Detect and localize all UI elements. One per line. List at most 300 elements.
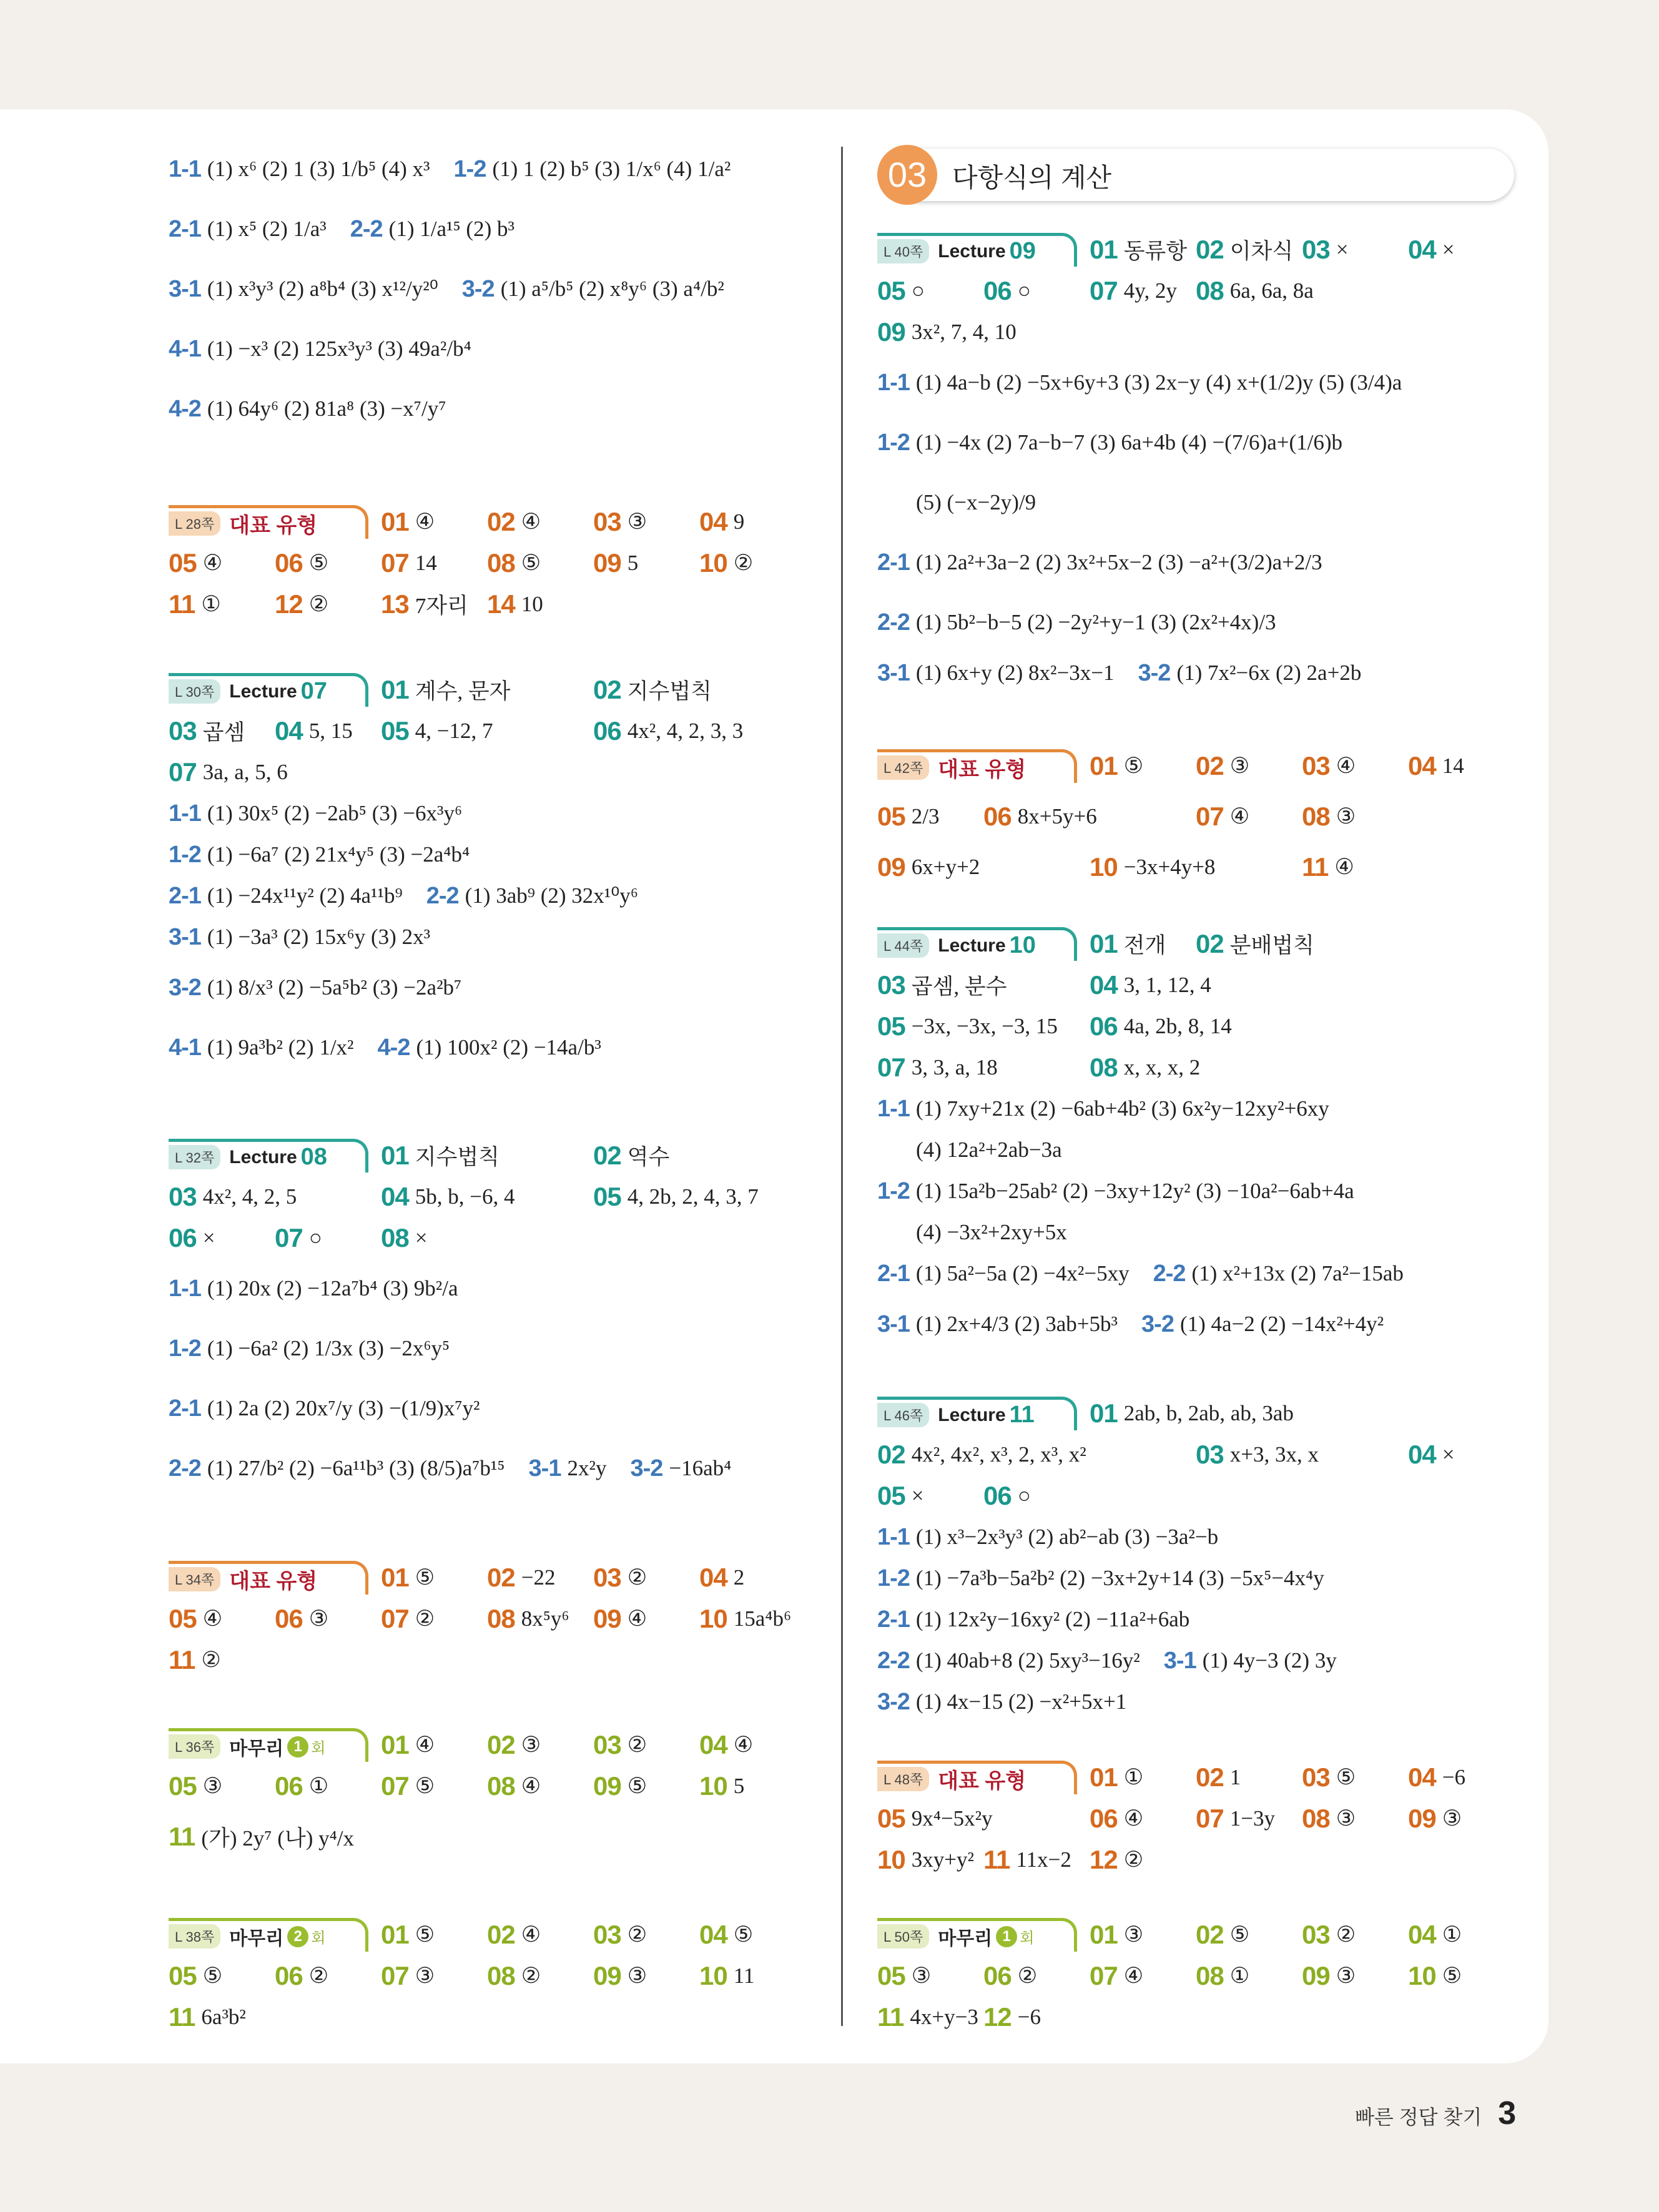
answer-number: 4-1: [169, 335, 201, 362]
problem-answer: [169, 924, 430, 951]
problem-answer: [169, 1035, 354, 1061]
answer-text: ①: [201, 592, 221, 616]
answer-number: 06: [169, 1223, 197, 1252]
answer-row: [169, 1029, 625, 1066]
answer-text: (1) x³−2x³y³ (2) ab²−ab (3) −3a²−b: [915, 1525, 1219, 1549]
problem-answer: [877, 1565, 1324, 1592]
answer-item: [1090, 1804, 1196, 1834]
answer-number: 10: [699, 1961, 727, 1990]
answer-row: [877, 848, 1408, 886]
answer-item: [593, 507, 699, 537]
answer-text: (1) 40ab+8 (2) 5xy³−16y²: [915, 1648, 1140, 1673]
problem-answer: [169, 1276, 458, 1302]
answer-row: [169, 1767, 805, 1805]
answer-row: [877, 544, 1346, 581]
answer-text: ④: [1123, 1806, 1144, 1831]
answer-item: [983, 1481, 1090, 1511]
answer-item: [877, 970, 1090, 1001]
answer-text: (1) 9a³b² (2) 1/x²: [207, 1035, 354, 1059]
answer-number: 04: [1408, 1762, 1436, 1792]
answer-text: ⑤: [733, 1922, 754, 1947]
answer-item: [1090, 1920, 1196, 1950]
answer-text: ×: [1442, 1442, 1455, 1467]
answer-number: 02: [487, 1920, 515, 1949]
answer-number: 07: [381, 1771, 409, 1801]
answer-number: 2-2: [169, 1455, 201, 1482]
answer-number: 07: [275, 1223, 303, 1252]
answer-number: 04: [699, 1730, 727, 1759]
answer-row: [169, 754, 381, 791]
answer-number: 03: [1302, 1920, 1330, 1949]
typical-section-header: [877, 749, 1077, 783]
answer-number: 03: [593, 1563, 621, 1592]
answer-item: [169, 757, 381, 787]
answer-item: [877, 1053, 1090, 1083]
answer-item: [699, 548, 805, 578]
answer-number: 05: [877, 276, 905, 305]
answer-row: [169, 1270, 482, 1307]
problem-answer: [169, 396, 446, 423]
answer-number: 06: [1090, 1011, 1118, 1041]
answer-item: [1196, 1762, 1302, 1792]
answer-row: [877, 1008, 1302, 1045]
section-title: 마무리: [229, 1738, 284, 1759]
problem-answer: [877, 1311, 1118, 1338]
answer-text: (1) 4a−2 (2) −14x²+4y²: [1179, 1312, 1384, 1336]
answer-row: [169, 1178, 805, 1216]
answer-row: [877, 272, 1408, 310]
answer-row: [877, 1131, 1086, 1169]
answer-number: 05: [877, 802, 905, 831]
answer-item: [169, 1223, 275, 1253]
answer-number: 07: [1196, 802, 1224, 831]
problem-answer: [877, 1524, 1218, 1551]
section-number: 09: [1009, 238, 1036, 264]
answer-number: 05: [169, 1961, 197, 1990]
page-badge: L 44쪽: [877, 933, 929, 958]
answer-text: 7자리: [415, 594, 468, 618]
answer-text: ④: [202, 551, 223, 575]
answer-text: ○: [1017, 278, 1031, 303]
answer-row: [877, 1518, 1242, 1556]
answer-text: −6: [1442, 1765, 1465, 1789]
answer-number: 03: [593, 1730, 621, 1759]
answer-number: 1-1: [169, 1275, 201, 1302]
answer-text: 3x², 7, 4, 10: [911, 320, 1017, 344]
answer-number: 05: [381, 716, 409, 745]
answer-number: 1-2: [169, 1335, 201, 1362]
answer-text: ⑤: [415, 1922, 435, 1947]
answer-row: [877, 1049, 1302, 1086]
answer-item: [877, 276, 983, 306]
answer-text: (1) 6x+y (2) 8x²−3x−1: [915, 661, 1115, 685]
problem-answer: [877, 1261, 1130, 1287]
answer-text: (5) (−x−2y)/9: [916, 490, 1036, 514]
answer-number: 05: [877, 1961, 905, 1990]
answer-number: 04: [1090, 970, 1118, 1000]
answer-item: [983, 276, 1090, 306]
answer-item: [1196, 234, 1302, 265]
answer-number: 07: [1090, 276, 1118, 305]
problem-answer: [350, 216, 514, 243]
answer-number: 2-2: [877, 609, 910, 636]
page-badge: L 48쪽: [877, 1767, 929, 1791]
answer-text: 4y, 2y: [1123, 278, 1177, 303]
answer-row: [877, 1642, 1361, 1679]
answer-text: 1: [1229, 1765, 1241, 1789]
answer-number: 12: [1090, 1845, 1118, 1874]
answer-item: [487, 1604, 593, 1634]
problem-answer: [169, 156, 430, 183]
answer-item: [487, 1920, 593, 1950]
answer-text: (1) −x³ (2) 125x³y³ (3) 49a²/b⁴: [207, 337, 471, 361]
answer-number: 01: [1090, 1920, 1118, 1949]
answer-number: 04: [1408, 1440, 1436, 1469]
answer-item: [275, 716, 381, 746]
answer-row: [877, 966, 1302, 1004]
answer-text: 10: [521, 592, 543, 616]
answer-item: [1302, 235, 1408, 265]
answer-item: [1408, 1440, 1514, 1470]
answer-text: 3xy+y²: [911, 1847, 974, 1872]
answer-text: ⑤: [202, 1964, 223, 1988]
answer-item: [487, 1730, 593, 1760]
page-badge: L 30쪽: [169, 679, 220, 704]
answer-text: (1) 3ab⁹ (2) 32x¹⁰y⁶: [465, 883, 638, 908]
answer-text: ④: [733, 1733, 754, 1757]
answer-text: (1) 20x (2) −12a⁷b⁴ (3) 9b²/a: [207, 1276, 458, 1300]
answer-text: ③: [415, 1964, 435, 1988]
answer-item: [1408, 1961, 1514, 1991]
answer-row: [169, 918, 454, 956]
answer-number: 11: [169, 1822, 195, 1851]
section-title: Lecture: [229, 681, 297, 702]
answer-text: (1) x⁵ (2) 1/a³: [207, 217, 327, 241]
answer-number: 10: [877, 1845, 905, 1874]
answer-number: 3-1: [528, 1455, 561, 1482]
answer-text: (1) −3a³ (2) 15x⁶y (3) 2x³: [207, 925, 431, 949]
problem-answer: [1141, 1311, 1384, 1338]
answer-text: x, x, x, 2: [1123, 1055, 1201, 1079]
answer-number: 4-2: [377, 1034, 410, 1061]
answer-text: 4, 2b, 2, 4, 3, 7: [627, 1184, 759, 1209]
answer-text: (1) 100x² (2) −14a/b³: [416, 1035, 601, 1059]
problem-answer: [877, 370, 1402, 396]
answer-row: [877, 1560, 1348, 1597]
answer-text: 5, 15: [308, 719, 353, 743]
page-badge: L 34쪽: [169, 1567, 220, 1591]
answer-item: [1302, 1920, 1408, 1950]
page-badge: L 40쪽: [877, 239, 929, 263]
answer-number: 01: [381, 675, 409, 704]
answer-row: [877, 1214, 1091, 1251]
answer-item: [1302, 1804, 1408, 1834]
page-badge: L 28쪽: [169, 511, 220, 536]
answer-item: [1090, 1011, 1302, 1041]
answer-number: 06: [1090, 1804, 1118, 1833]
answer-item: [1302, 751, 1408, 781]
answer-number: 3-1: [1163, 1647, 1196, 1674]
problem-answer: [877, 609, 1276, 636]
answer-text: (1) 1 (2) b⁵ (3) 1/x⁶ (4) 1/a²: [492, 157, 731, 181]
answer-item: [1408, 751, 1514, 781]
answer-number: 05: [877, 1011, 905, 1041]
answer-number: 14: [487, 589, 515, 619]
answer-row: [169, 1600, 805, 1638]
answer-text: (1) 30x⁵ (2) −2ab⁵ (3) −6x³y⁶: [207, 801, 463, 825]
answer-row: [169, 210, 538, 248]
answer-text: 3, 3, a, 18: [911, 1055, 998, 1079]
answer-text: 4x², 4, 2, 5: [202, 1184, 297, 1209]
page-badge: L 50쪽: [877, 1924, 929, 1949]
answer-number: 2-2: [426, 882, 459, 909]
answer-item: [1090, 751, 1196, 781]
answer-number: 07: [381, 1961, 409, 1990]
answer-number: 1-2: [877, 429, 910, 456]
answer-text: ③: [627, 1964, 647, 1988]
problem-answer: [169, 883, 403, 910]
answer-text: 4a, 2b, 8, 14: [1123, 1014, 1232, 1038]
answer-number: 1-1: [877, 1095, 910, 1122]
answer-text: ②: [415, 1606, 435, 1631]
answer-text: ④: [521, 1922, 541, 1947]
answer-text: ③: [627, 509, 647, 534]
answer-text: 1−3y: [1229, 1806, 1275, 1831]
answer-number: 09: [877, 852, 905, 882]
section-title: 대표 유형: [229, 514, 318, 538]
answer-item: [381, 1730, 487, 1760]
answer-text: ○: [911, 278, 925, 303]
problem-answer: [169, 975, 461, 1001]
answer-number: 08: [1196, 1961, 1224, 1990]
answer-item: [1196, 928, 1408, 960]
answer-text: ④: [521, 509, 541, 534]
answer-item: [593, 716, 805, 746]
answer-number: 04: [699, 507, 727, 536]
answer-number: 05: [877, 1804, 905, 1833]
answer-row: [169, 1916, 805, 1954]
answer-text: ②: [308, 592, 329, 616]
answer-item: [1408, 1762, 1514, 1792]
answer-number: 03: [169, 716, 197, 745]
answer-number: 12: [275, 589, 303, 619]
answer-number: 03: [169, 1182, 197, 1211]
answer-text: (1) 15a²b−25ab² (2) −3xy+12y² (3) −10a²−6ab+4a: [915, 1179, 1354, 1203]
answer-number: 10: [699, 1771, 727, 1801]
answer-text: 15a⁴b⁶: [733, 1606, 792, 1631]
answer-item: [593, 674, 805, 705]
answer-number: 10: [1408, 1961, 1436, 1990]
answer-number: 1-1: [877, 1523, 910, 1550]
answer-number: 3-2: [1138, 659, 1171, 686]
answer-number: 03: [1196, 1440, 1224, 1469]
answer-row: [169, 1559, 805, 1596]
answer-number: 11: [169, 2002, 195, 2032]
answer-text: ③: [1442, 1806, 1462, 1831]
answer-text: ②: [201, 1648, 221, 1672]
answer-text: (가) 2y⁷ (나) y⁴/x: [201, 1826, 355, 1851]
answer-item: [487, 1961, 593, 1991]
answer-row: [169, 390, 470, 428]
answer-row: [877, 798, 1408, 835]
answer-item: [877, 1011, 1090, 1041]
answer-number: 04: [1408, 1920, 1436, 1949]
answer-item: [381, 1961, 487, 1991]
problem-answer: [169, 800, 462, 827]
answer-row: [169, 1957, 805, 1995]
answer-number: 04: [1408, 235, 1436, 264]
answer-text: (4) −3x²+2xy+5x: [916, 1220, 1067, 1244]
answer-number: 11: [169, 589, 195, 619]
page-footer: [1355, 2095, 1516, 2132]
section-title: 대표 유형: [229, 1570, 318, 1593]
problem-answer: [169, 842, 470, 868]
answer-text: 계수, 문자: [415, 679, 511, 704]
section-suffix: 회: [311, 1740, 326, 1757]
answer-number: 07: [877, 1053, 905, 1082]
answer-text: (1) 12x²y−16xy² (2) −11a²+6ab: [915, 1607, 1190, 1631]
answer-text: ④: [202, 1606, 223, 1631]
answer-row: [877, 1800, 1514, 1837]
answer-item: [169, 1821, 381, 1852]
answer-number: 01: [381, 1920, 409, 1949]
answer-number: 1-1: [169, 155, 201, 182]
answer-item: [877, 317, 1090, 347]
answer-item: [1196, 1804, 1302, 1834]
answer-item: [169, 715, 275, 747]
section-title: 대표 유형: [938, 1769, 1026, 1793]
answer-item: [1302, 1961, 1408, 1991]
answer-number: 3-2: [1141, 1310, 1174, 1337]
answer-number: 04: [275, 716, 303, 745]
answer-item: [487, 1563, 593, 1593]
answer-number: 03: [1302, 1762, 1330, 1792]
answer-number: 08: [487, 1771, 515, 1801]
answer-number: 11: [983, 1845, 1010, 1874]
answer-text: 11: [733, 1964, 755, 1988]
problem-answer: [877, 1096, 1329, 1123]
answer-item: [877, 1961, 983, 1991]
answer-item: [699, 507, 805, 537]
answer-number: 08: [1302, 802, 1330, 831]
answer-item: [877, 1440, 1196, 1470]
answer-text: 4x+y−3: [910, 2005, 978, 2029]
answer-text: 곱셈: [202, 720, 245, 745]
answer-number: 03: [877, 970, 905, 1000]
answer-number: 02: [593, 1141, 621, 1170]
answer-text: 4x², 4x², x³, 2, x³, x²: [911, 1442, 1086, 1467]
answer-text: ④: [415, 509, 435, 534]
problem-answer: [169, 216, 327, 243]
answer-item: [1408, 1804, 1514, 1834]
answer-number: 1-2: [453, 155, 486, 182]
answer-text: (1) 64y⁶ (2) 81a⁸ (3) −x⁷/y⁷: [207, 396, 446, 421]
lecture-section-header: [169, 673, 368, 707]
answer-text: (1) −7a³b−5a²b² (2) −3x+2y+14 (3) −5x⁵−4x⁴y: [915, 1566, 1324, 1590]
answer-number: 1-1: [877, 369, 910, 396]
answer-text: ③: [1336, 1964, 1356, 1988]
problem-answer: [630, 1455, 731, 1482]
answer-text: −3x+4y+8: [1123, 855, 1216, 879]
answer-item: [983, 1961, 1090, 1991]
answer-item: [169, 1961, 275, 1991]
answer-text: ×: [415, 1226, 428, 1250]
answer-item: [1090, 1053, 1302, 1083]
answer-number: 11: [877, 2002, 904, 2032]
answer-row: [877, 1683, 1150, 1721]
answer-number: 2-2: [877, 1647, 910, 1674]
answer-text: ⑤: [521, 551, 541, 575]
answer-number: 2-1: [169, 215, 201, 242]
answer-row: [169, 795, 486, 832]
answer-number: 01: [1090, 235, 1118, 264]
answer-text: ×: [202, 1226, 215, 1250]
answer-item: [381, 1563, 487, 1593]
answer-text: 지수법칙: [627, 679, 712, 704]
answer-text: x+3, 3x, x: [1229, 1442, 1319, 1467]
answer-item: [169, 1604, 275, 1634]
answer-number: 3-1: [877, 659, 910, 686]
answer-number: 05: [169, 548, 197, 578]
answer-number: 01: [1090, 929, 1118, 958]
answer-text: 곱셈, 분수: [911, 975, 1007, 999]
answer-number: 03: [593, 507, 621, 536]
answer-row: [877, 1759, 1514, 1796]
answer-row: [877, 1172, 1378, 1210]
answer-text: ⑤: [1123, 754, 1144, 778]
problem-answer: [426, 883, 638, 910]
answer-item: [593, 1604, 699, 1634]
answer-number: 02: [877, 1440, 905, 1469]
answer-row: [877, 1916, 1514, 1954]
answer-number: 3-2: [169, 974, 201, 1001]
answer-number: 09: [1408, 1804, 1436, 1833]
typical-section-header: [169, 505, 368, 539]
problem-answer: [916, 490, 1036, 515]
answer-item: [593, 1920, 699, 1950]
answer-number: 3-1: [877, 1310, 910, 1337]
problem-answer: [1138, 660, 1362, 687]
answer-text: (1) 2a (2) 20x⁷/y (3) −(1/9)x⁷y²: [207, 1396, 480, 1420]
answer-row: [877, 231, 1514, 268]
lecture-section-header: [877, 1397, 1077, 1430]
chapter-number: 03: [877, 145, 937, 205]
answer-row: [169, 503, 805, 541]
answer-text: (1) 27/b² (2) −6a¹¹b³ (3) (8/5)a⁷b¹⁵: [207, 1456, 505, 1480]
review-section-header: [169, 1728, 368, 1762]
answer-text: ④: [1334, 855, 1354, 879]
section-title: 마무리: [938, 1928, 993, 1949]
answer-number: 3-2: [461, 275, 495, 302]
answer-row: [169, 877, 662, 915]
section-number: 2: [287, 1926, 308, 1947]
answer-number: 02: [1196, 929, 1224, 958]
answer-text: (1) x⁶ (2) 1 (3) 1/b⁵ (4) x³: [207, 157, 430, 181]
answer-number: 4-1: [169, 1034, 201, 1061]
answer-number: 10: [699, 548, 727, 578]
answer-number: 04: [1408, 751, 1436, 780]
answer-item: [699, 1771, 805, 1801]
answer-number: 02: [1196, 235, 1224, 264]
answer-row: [169, 150, 754, 188]
problem-answer: [378, 1035, 601, 1061]
answer-text: ③: [1336, 1806, 1356, 1831]
problem-answer: [877, 1606, 1189, 1633]
answer-text: (1) 4x−15 (2) −x²+5x+1: [915, 1689, 1127, 1714]
answer-row: [169, 1219, 487, 1257]
answer-text: ⑤: [1442, 1964, 1462, 1988]
answer-number: 02: [1196, 1762, 1224, 1792]
